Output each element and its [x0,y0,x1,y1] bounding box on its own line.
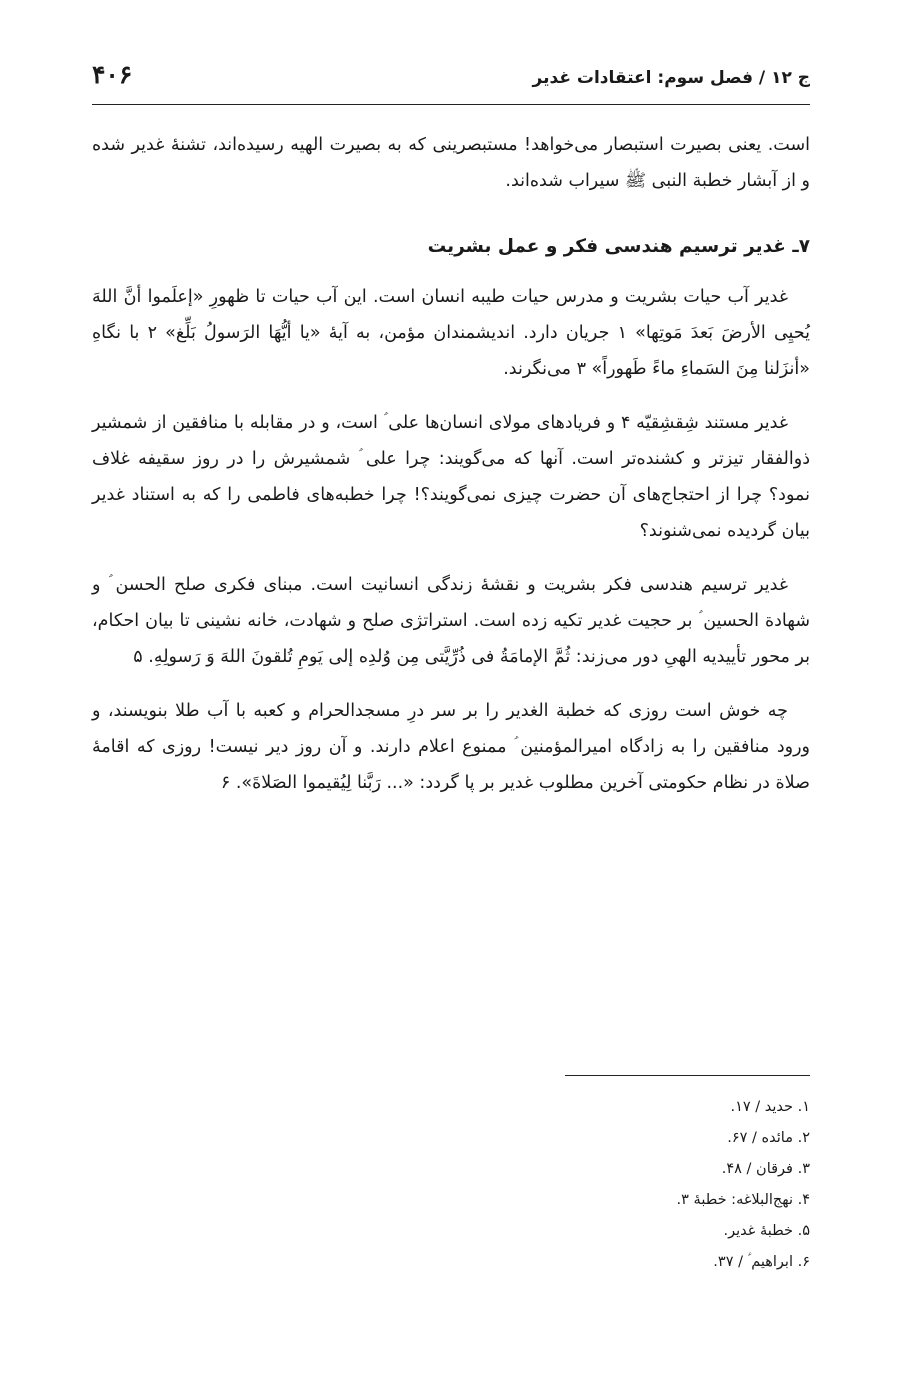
section-heading: ۷ـ غدیر ترسیم هندسی فکر و عمل بشریت [427,236,810,257]
page-number: ۴۰۶ [92,60,133,89]
footnote-divider [565,1075,810,1076]
running-header [92,60,810,105]
footnote-5: ۵. خطبهٔ غدیر. [723,1223,810,1239]
page-body [92,127,810,801]
book-page [92,60,810,1270]
paragraph-3: غدیر ترسیم هندسی فکر بشریت و نقشهٔ زندگی انسانیت است. مبنای فکری صلح الحسن ؑ و شهادة الحسین ؑ بر حجیت غدیر تکیه زده است. استراتژی صلح و شهادت، خانه نشینی تا بیان احکام، بر محور تأییدیه الهیِ دور می‌زند: ثُمَّ الإمامَةُ فی ذُرِّیَّتی مِن وُلدِه إلی یَومِ تُلقونَ اللهَ وَ رَسولِهِ. ۵ [92,575,810,667]
paragraph-1: غدیر آب حیات بشریت و مدرس حیات طیبه انسان است. این آب حیات تا ظهورِ «إعلَموا أنَّ اللهَ یُحیِی الأرضَ بَعدَ مَوتِها» ۱ جریان دارد. اندیشمندان مؤمن، به آیهٔ «یا أیُّهَا الرَسولُ بَلِّغ» ۲ با نگاهِ «أنزَلنا مِنَ السَماءِ ماءً طَهوراً» ۳ می‌نگرند. [92,287,810,379]
footnote-6: ۶. ابراهیم ؑ / ۳۷. [713,1254,810,1270]
footnote-2: ۲. مائده / ۶۷. [727,1130,810,1146]
paragraph-4: چه خوش است روزی که خطبة الغدیر را بر سر درِ مسجدالحرام و کعبه با آب طلا بنویسند، و ورود منافقین را به زادگاه امیرالمؤمنین ؑ ممنوع اعلام دارند. و آن روز دیر نیست! روزی که اقامهٔ صلاة در نظام حکومتی آخرین مطلوب غدیر بر پا گردد: «... رَبَّنا لِیُقیموا الصَلاةَ». ۶ [92,701,810,793]
intro-paragraph: است. یعنی بصیرت استبصار می‌خواهد! مستبصرینی که به بصیرت الهیه رسیده‌اند، تشنهٔ غدیر شده و از آبشار خطبة النبی ﷺ سیراب شده‌اند. [92,135,810,191]
footnote-3: ۳. فرقان / ۴۸. [721,1161,810,1177]
paragraph-2: غدیر مستند شِقشِقیّه ۴ و فریادهای مولای انسان‌ها علی ؑ است، و در مقابله با منافقین از شمشیر ذوالفقار تیزتر و کشنده‌تر است. آنها که می‌گویند: چرا علی ؑ شمشیرش را در روز سقیفه غلاف نمود؟ چرا از احتجاج‌های آن حضرت چیزی نمی‌گویند؟! چرا خطبه‌های فاطمی را که به استناد غدیر بیان گردیده نمی‌شنوند؟ [92,413,810,541]
footnote-1: ۱. حدید / ۱۷. [730,1099,810,1115]
header-title: ج ۱۲ / فصل سوم: اعتقادات غدیر [532,68,810,88]
footnote-4: ۴. نهج‌البلاغه: خطبهٔ ۳. [676,1192,810,1208]
footnotes [677,1092,810,1278]
